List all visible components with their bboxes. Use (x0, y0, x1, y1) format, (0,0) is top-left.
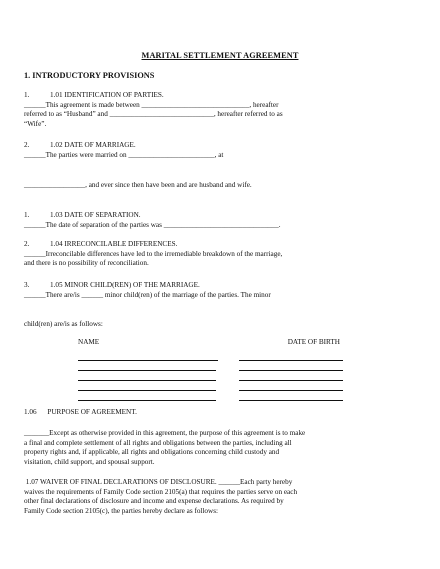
clause-marriage-date (24, 141, 416, 160)
clause-number: 3. (24, 281, 30, 289)
clause-line: 1.07 WAIVER OF FINAL DECLARATIONS OF DISCLOSURE. ______Each party hereby (24, 478, 293, 486)
clause-line: ______Irreconcilable differences have led to the irremediable breakdown of the marriage, (24, 249, 283, 258)
clause-line: visitation, child support, and spousal support. (24, 457, 155, 466)
clause-line: ______This agreement is made between ______________________________, hereafter (24, 100, 279, 109)
clause-heading-text: 1.01 IDENTIFICATION OF PARTIES. (50, 91, 164, 99)
name-blank-line[interactable] (78, 360, 218, 361)
clause-waiver (24, 478, 416, 516)
dob-blank-line[interactable] (239, 390, 343, 391)
name-blank-line[interactable] (78, 400, 216, 401)
name-blank-line[interactable] (78, 390, 216, 391)
clause-line: _______Except as otherwise provided in this agreement, the purpose of this agreement is to make (24, 429, 306, 437)
clause-number: 2. (24, 141, 30, 149)
clause-minor-children (24, 281, 416, 300)
clause-heading (24, 281, 416, 291)
column-name-header: NAME (78, 338, 100, 346)
clause-purpose-body (24, 429, 416, 467)
document-title: MARITAL SETTLEMENT AGREEMENT (141, 51, 299, 60)
clause-line: ______The parties were married on ________________________, at (24, 150, 224, 159)
clause-line: other final declarations of disclosure and income and expense declarations. As required by (24, 497, 284, 506)
clause-line: ______There are/is ______ minor child(ren) of the marriage of the parties. The minor (24, 290, 271, 299)
section-heading: 1. INTRODUCTORY PROVISIONS (24, 71, 155, 80)
dob-blank-line[interactable] (239, 400, 343, 401)
clause-heading-text: 1.03 DATE OF SEPARATION. (50, 211, 141, 219)
clause-line: child(ren) are/is as follows: (24, 320, 103, 328)
clause-identification (24, 91, 416, 129)
clause-heading (24, 141, 416, 151)
clause-line: “Wife”. (24, 119, 47, 128)
dob-blank-line[interactable] (239, 370, 343, 371)
clause-heading-text: 1.05 MINOR CHILD(REN) OF THE MARRIAGE. (50, 281, 200, 289)
clause-heading (24, 240, 416, 250)
clause-separation-date (24, 211, 416, 230)
dob-blank-line[interactable] (239, 360, 343, 361)
clause-minor-children-cont (24, 320, 416, 330)
clause-line: referred to as “Husband” and _____________________________, hereafter referred to as (24, 110, 283, 119)
clause-heading-text: 1.04 IRRECONCILABLE DIFFERENCES. (50, 240, 178, 248)
clause-line: and there is no possibility of reconciliation. (24, 259, 149, 268)
clause-line: property rights and, if applicable, all rights and obligations concerning child custody and (24, 448, 280, 457)
clause-line: Family Code section 2105(c), the parties hereby declare as follows: (24, 506, 219, 515)
clause-irreconcilable (24, 240, 416, 269)
clause-line: ______The date of separation of the parties was ________________________________. (24, 220, 281, 229)
clause-line: _________________, and ever since then have been and are husband and wife. (24, 181, 252, 189)
clause-purpose (24, 408, 416, 418)
clause-marriage-date-cont (24, 181, 416, 191)
dob-blank-line[interactable] (239, 380, 343, 381)
clause-heading-text: 1.02 DATE OF MARRIAGE. (50, 141, 136, 149)
clause-number: 1. (24, 91, 30, 99)
clause-number: 1. (24, 211, 30, 219)
clause-heading (24, 91, 416, 101)
name-blank-line[interactable] (78, 370, 216, 371)
clause-heading (24, 211, 416, 221)
clause-line: a final and complete settlement of all rights and obligations between the parties, including all (24, 438, 292, 447)
name-blank-line[interactable] (78, 380, 216, 381)
clause-heading: 1.06 PURPOSE OF AGREEMENT. (24, 408, 137, 416)
clause-number: 2. (24, 240, 30, 248)
column-dob-header: DATE OF BIRTH (287, 338, 340, 346)
clause-line: waives the requirements of Family Code section 2105(a) that requires the parties serve on each (24, 487, 298, 496)
